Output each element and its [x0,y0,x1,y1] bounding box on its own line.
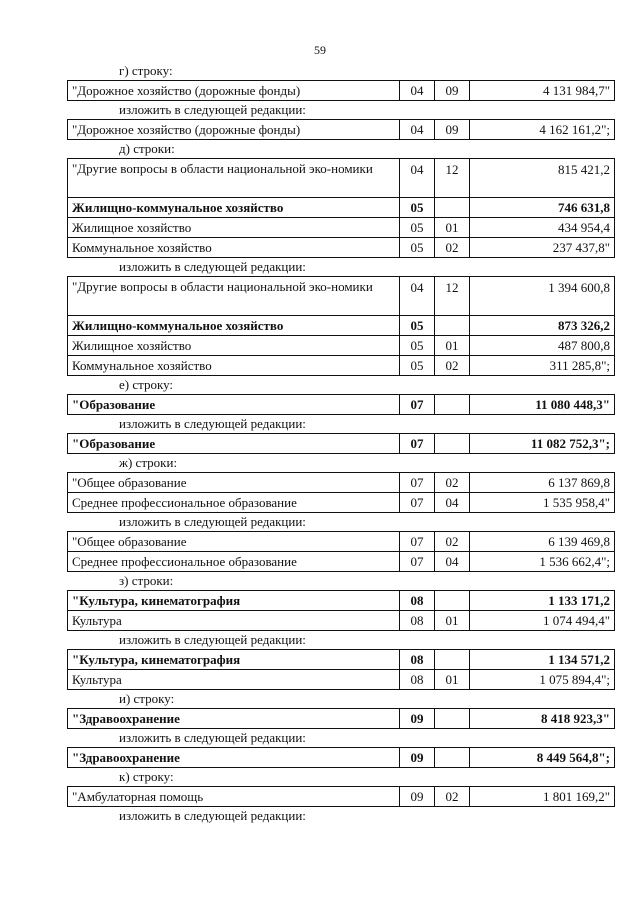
table-row [68,395,615,415]
document-body [67,62,615,825]
amount-value: 1 801 169,2" [470,787,615,807]
section-code: 04 [400,159,435,198]
section-code: 04 [400,277,435,316]
section-code: 07 [400,395,435,415]
subsection-code [435,591,470,611]
table-row [68,552,615,572]
section-code: 07 [400,473,435,493]
budget-line-name: "Образование [68,434,400,454]
budget-table [67,158,615,258]
amount-value: 434 954,4 [470,218,615,238]
budget-line-name: "Образование [68,395,400,415]
subsection-code: 02 [435,787,470,807]
amount-value: 6 139 469,8 [470,532,615,552]
table-row [68,238,615,258]
table-row [68,336,615,356]
subsection-code: 01 [435,336,470,356]
budget-table [67,531,615,572]
section-code: 07 [400,552,435,572]
budget-table [67,649,615,690]
amount-value: 815 421,2 [470,159,615,198]
subsection-code: 04 [435,493,470,513]
amendment-label: д) строки: [119,141,175,156]
table-row [68,787,615,807]
table-row [68,650,615,670]
section-code: 05 [400,316,435,336]
budget-line-name: Среднее профессиональное образование [68,493,400,513]
section-code: 07 [400,493,435,513]
section-code: 04 [400,81,435,101]
budget-line-name: Жилищно-коммунальное хозяйство [68,316,400,336]
section-code: 05 [400,238,435,258]
amount-value: 487 800,8 [470,336,615,356]
amendment-label: г) строку: [119,63,173,78]
section-code: 07 [400,434,435,454]
budget-line-name: "Культура, кинематография [68,591,400,611]
amount-value: 1 133 171,2 [470,591,615,611]
subsection-code: 01 [435,611,470,631]
subsection-code: 12 [435,277,470,316]
budget-table [67,394,615,415]
table-row [68,748,615,768]
amendment-label: изложить в следующей редакции: [119,808,306,823]
table-row [68,434,615,454]
section-code: 05 [400,218,435,238]
amount-value: 6 137 869,8 [470,473,615,493]
amount-value: 311 285,8"; [470,356,615,376]
budget-table [67,786,615,807]
amendment-label: изложить в следующей редакции: [119,102,306,117]
amount-value: 873 326,2 [470,316,615,336]
amount-value: 237 437,8" [470,238,615,258]
section-code: 05 [400,198,435,218]
subsection-code [435,198,470,218]
subsection-code: 02 [435,356,470,376]
amount-value: 11 080 448,3" [470,395,615,415]
budget-line-name: "Общее образование [68,473,400,493]
budget-table [67,590,615,631]
amount-value: 4 162 161,2"; [470,120,615,140]
amount-value: 8 449 564,8"; [470,748,615,768]
subsection-code: 09 [435,120,470,140]
section-code: 09 [400,709,435,729]
section-code: 08 [400,670,435,690]
budget-line-name: "Культура, кинематография [68,650,400,670]
budget-line-name: "Здравоохранение [68,748,400,768]
budget-line-name: Культура [68,670,400,690]
amount-value: 1 535 958,4" [470,493,615,513]
subsection-code [435,316,470,336]
budget-line-name: "Амбулаторная помощь [68,787,400,807]
budget-table [67,433,615,454]
budget-line-name: "Дорожное хозяйство (дорожные фонды) [68,120,400,140]
table-row [68,277,615,316]
budget-line-name: Жилищное хозяйство [68,336,400,356]
table-row [68,670,615,690]
budget-table [67,472,615,513]
subsection-code [435,650,470,670]
table-row [68,473,615,493]
section-code: 05 [400,336,435,356]
budget-line-name: "Другие вопросы в области национальной эко-номики [68,159,400,198]
budget-table [67,80,615,101]
budget-line-name: "Здравоохранение [68,709,400,729]
amount-value: 746 631,8 [470,198,615,218]
page-number: 59 [314,43,326,57]
amount-value: 1 075 894,4"; [470,670,615,690]
subsection-code [435,748,470,768]
subsection-code: 04 [435,552,470,572]
amendment-label: е) строку: [119,377,174,392]
section-code: 08 [400,650,435,670]
budget-line-name: Жилищное хозяйство [68,218,400,238]
subsection-code: 09 [435,81,470,101]
budget-line-name: Коммунальное хозяйство [68,238,400,258]
budget-line-name: "Общее образование [68,532,400,552]
amount-value: 1 536 662,4"; [470,552,615,572]
section-code: 07 [400,532,435,552]
amendment-label: изложить в следующей редакции: [119,514,306,529]
table-row [68,81,615,101]
amount-value: 1 134 571,2 [470,650,615,670]
table-row [68,316,615,336]
subsection-code [435,709,470,729]
amount-value: 4 131 984,7" [470,81,615,101]
budget-table [67,119,615,140]
subsection-code: 01 [435,218,470,238]
subsection-code: 02 [435,532,470,552]
section-code: 09 [400,787,435,807]
section-code: 05 [400,356,435,376]
amendment-label: изложить в следующей редакции: [119,259,306,274]
section-code: 04 [400,120,435,140]
amendment-label: к) строку: [119,769,174,784]
subsection-code: 01 [435,670,470,690]
amendment-label: изложить в следующей редакции: [119,632,306,647]
section-code: 08 [400,611,435,631]
section-code: 08 [400,591,435,611]
table-row [68,532,615,552]
table-row [68,493,615,513]
subsection-code: 02 [435,473,470,493]
budget-line-name: Среднее профессиональное образование [68,552,400,572]
subsection-code: 12 [435,159,470,198]
table-row [68,218,615,238]
budget-line-name: "Другие вопросы в области национальной эко-номики [68,277,400,316]
table-row [68,159,615,198]
subsection-code: 02 [435,238,470,258]
amendment-label: з) строки: [119,573,174,588]
amendment-label: ж) строки: [119,455,178,470]
section-code: 09 [400,748,435,768]
table-row [68,591,615,611]
budget-line-name: Жилищно-коммунальное хозяйство [68,198,400,218]
table-row [68,120,615,140]
subsection-code [435,434,470,454]
table-row [68,356,615,376]
amount-value: 1 074 494,4" [470,611,615,631]
budget-line-name: Культура [68,611,400,631]
amount-value: 1 394 600,8 [470,277,615,316]
amount-value: 11 082 752,3"; [470,434,615,454]
table-row [68,709,615,729]
amount-value: 8 418 923,3" [470,709,615,729]
amendment-label: изложить в следующей редакции: [119,416,306,431]
budget-line-name: "Дорожное хозяйство (дорожные фонды) [68,81,400,101]
budget-line-name: Коммунальное хозяйство [68,356,400,376]
amendment-label: изложить в следующей редакции: [119,730,306,745]
budget-table [67,708,615,729]
table-row [68,198,615,218]
subsection-code [435,395,470,415]
budget-table [67,276,615,376]
budget-table [67,747,615,768]
amendment-label: и) строку: [119,691,175,706]
table-row [68,611,615,631]
